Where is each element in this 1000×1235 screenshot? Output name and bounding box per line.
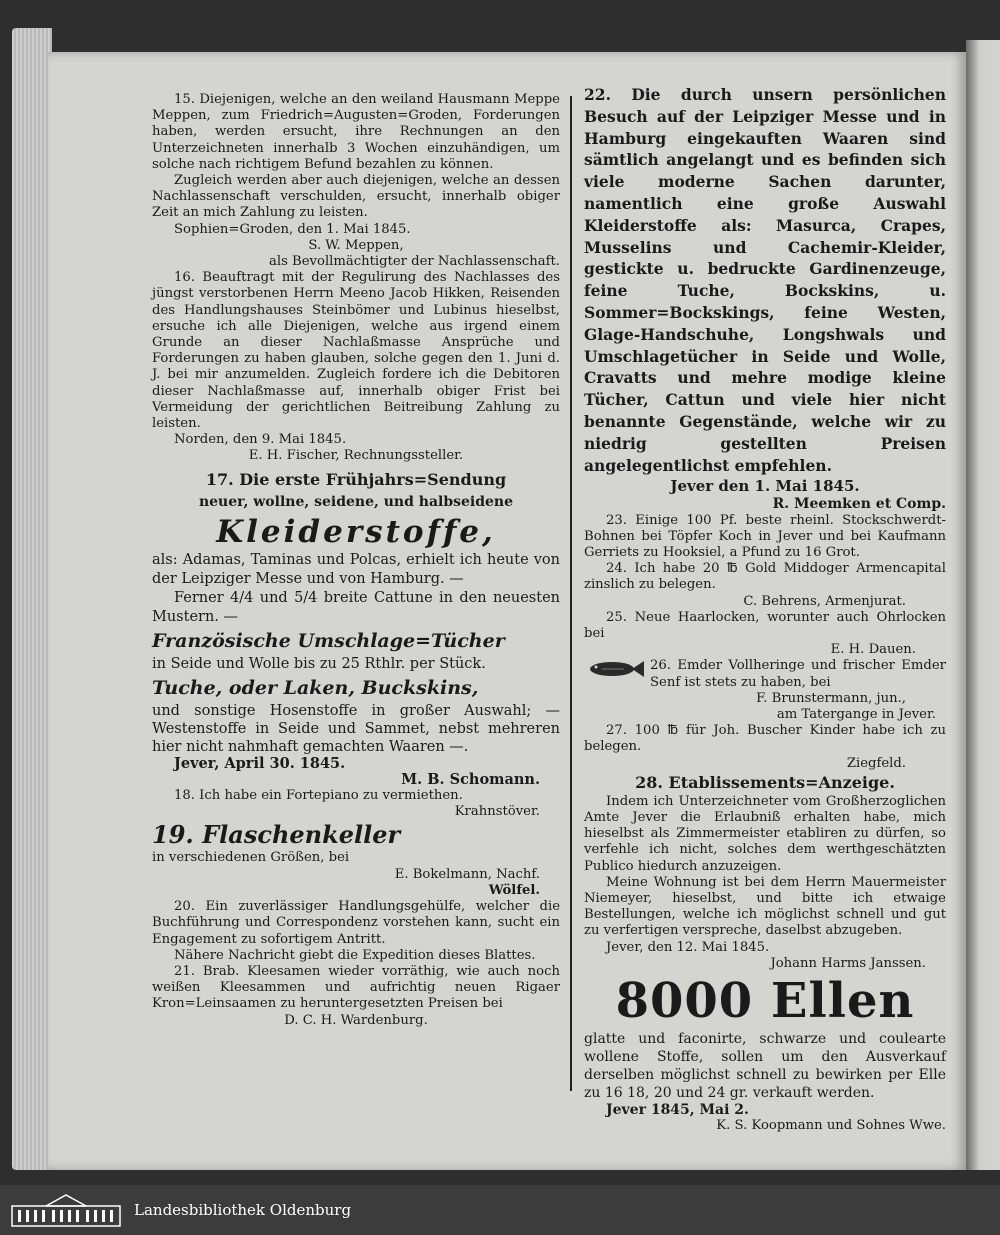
notice-16-date: Norden, den 9. Mai 1845. <box>174 432 347 448</box>
notice-28-date: Jever, den 12. Mai 1845. <box>606 939 770 955</box>
notice-19-signature-2: Wölfel. <box>488 882 540 898</box>
footer-bar <box>0 1185 1000 1235</box>
notice-24-signature: C. Behrens, Armenjurat. <box>743 593 906 609</box>
notice-15-signature-role: als Bevollmächtigter der Nachlassenschaft. <box>269 254 560 270</box>
notice-17-text-f: und sonstige Hosenstoffe in großer Auswahl; — Westenstoffe in Seide und Sammet, nebst mehreren hier nicht nahmhaft gemachten Waaren —. <box>152 702 560 755</box>
notice-24: 24. Ich habe 20 ℔ Gold Middoger Armencapital zinslich zu belegen. <box>584 561 946 593</box>
notice-23: 23. Einige 100 Pf. beste rheinl. Stockschwerdt-Bohnen bei Töpfer Koch in Jever und bei Kaufmann Gerriets zu Hooksiel, a Pfund zu 16 Grot. <box>584 512 946 560</box>
notice-27: 27. 100 ℔ für Joh. Buscher Kinder habe ich zu belegen. <box>584 723 946 755</box>
notice-26: 26. Emder Vollheringe und frischer Emder Senf ist stets zu haben, bei <box>650 658 946 690</box>
ellen-headline: 8000 Ellen <box>615 973 915 1030</box>
notice-21: 21. Brab. Kleesamen wieder vorräthig, wie auch noch weißen Kleesammen und aufrichtig neuen Rigaer Kron=Leinsaamen zu heruntergesetzten Preisen bei <box>152 963 560 1012</box>
ellen-date: Jever 1845, Mai 2. <box>606 1102 749 1119</box>
notice-28-text-a: Indem ich Unterzeichneter vom Großherzoglichen Amte Jever die Erlaubniß erhalten habe, mich hieselbst als Zimmermeister etabliren zu dürfen, so verfehle ich nicht, solches dem werthgeschätzten Publico hiedurch anzuzeigen. <box>584 793 946 874</box>
right-column <box>584 84 946 1134</box>
notice-25-signature: E. H. Dauen. <box>830 642 916 658</box>
notice-26-signature-2: am Tatergange in Jever. <box>776 706 936 722</box>
notice-20: 20. Ein zuverlässiger Handlungsgehülfe, welcher die Buchführung und Correspondenz vorstehen kann, sucht ein Engagement zu sofortigem Antritt. <box>152 899 560 947</box>
notice-17-subheading: neuer, wollne, seidene, und halbseidene <box>198 493 514 510</box>
ellen-signature: K. S. Koopmann und Sohnes Wwe. <box>716 1118 946 1134</box>
notice-17-date: Jever, April 30. 1845. <box>174 754 346 772</box>
notice-28-signature: Johann Harms Janssen. <box>770 955 926 971</box>
notice-28-heading: 28. Etablissements=Anzeige. <box>635 772 895 792</box>
notice-21-signature: D. C. H. Wardenburg. <box>284 1012 428 1028</box>
notice-26-signature: F. Brunstermann, jun., <box>756 690 906 706</box>
notice-17-shawls: Französische Umschlage=Tücher <box>152 629 505 652</box>
notice-25: 25. Neue Haarlocken, worunter auch Ohrlocken bei <box>584 609 946 641</box>
notice-18-signature: Krahnstöver. <box>454 804 540 820</box>
notice-17-cloth: Tuche, oder Laken, Buckskins, <box>152 676 479 699</box>
notice-17-signature: M. B. Schomann. <box>401 770 540 788</box>
notice-15: 15. Diejenigen, welche an den weiland Hausmann Meppe Meppen, zum Friedrich=Augusten=Groden, Forderungen haben, werden ersucht, ihre Rechnungen an den Unterzeichneten innerhalb 3 Wochen einzuhändigen, um solche nach richtigem Befund bezahlen zu können. <box>152 92 560 172</box>
notice-19-heading: 19. Flaschenkeller <box>152 820 401 850</box>
column-divider <box>570 96 572 1091</box>
book-edge <box>12 28 52 1170</box>
notice-27-signature: Ziegfeld. <box>846 755 906 771</box>
notice-20-b: Nähere Nachricht giebt die Expedition dieses Blattes. <box>174 947 536 963</box>
notice-28-text-b: Meine Wohnung ist bei dem Herrn Mauermeister Niemeyer, hieselbst, und bitte ich etwaige Bestellungen, welche ich möglichst schnell und gut zu verfertigen verspreche, daselbst abzugeben. <box>584 874 946 939</box>
notice-16-signature: E. H. Fischer, Rechnungssteller. <box>248 448 464 464</box>
notice-17-text-d: in Seide und Wolle bis zu 25 Rthlr. per Stück. <box>152 655 486 672</box>
notice-17-text-b: Ferner 4/4 und 5/4 breite Cattune in den neuesten Mustern. — <box>152 589 560 625</box>
notice-22-date: Jever den 1. Mai 1845. <box>670 477 860 496</box>
notice-17-heading: 17. Die erste Frühjahrs=Sendung <box>205 469 507 489</box>
library-name: Landesbibliothek Oldenburg <box>134 1201 352 1219</box>
notice-17-text-a: als: Adamas, Taminas und Polcas, erhielt ich heute von der Leipziger Messe und von Hamburg. — <box>152 551 560 587</box>
notice-15-date: Sophien=Groden, den 1. Mai 1845. <box>174 221 411 237</box>
notice-16: 16. Beauftragt mit der Regulirung des Nachlasses des jüngst verstorbenen Herrn Meeno Jacob Hikken, Reisenden des Handlungshauses Steinbömer und Lubinus hieselbst, ersuche ich alle Diejenigen, welche aus irgend einem Grunde an dieser Nachlaßmasse Ansprüche und Forderungen zu haben glauben, solche gegen den 1. Juni d. J. bei mir anzumelden. Zugleich fordere ich die Debitoren dieser Nachlaßmasse auf, innerhalb obiger Frist bei Vermeidung der gerichtlichen Beitreibung Zahlung zu leisten. <box>152 270 560 432</box>
facing-page-edge <box>966 40 1000 1170</box>
notice-18: 18. Ich habe ein Fortepiano zu vermiethen. <box>174 788 463 804</box>
notice-17-title: Kleiderstoffe, <box>216 513 496 550</box>
notice-19-signature: E. Bokelmann, Nachf. <box>394 866 540 882</box>
notice-22-signature: R. Meemken et Comp. <box>772 496 946 513</box>
notice-19-text: in verschiedenen Größen, bei <box>152 850 350 866</box>
left-column <box>152 92 560 1029</box>
notice-15-signature: S. W. Meppen, <box>308 237 404 253</box>
notice-22: 22. Die durch unsern persönlichen Besuch auf der Leipziger Messe und in Hamburg eingekauften Waaren sind sämtlich angelangt und es befinden sich viele moderne Sachen darunter, namentlich eine große Auswahl Kleiderstoffe als: Masurca, Crapes, Musselins und Cachemir-Kleider, gestickte u. bedruckte Gardinenzeuge, feine Tuche, Bockskins, u. Sommer=Bockskings, feine Westen, Glage-Handschuhe, Longshwals und Umschlagetücher in Seide und Wolle, Cravatts und mehre modige kleine Tücher, Cattun und viele hier nicht benannte Gegenstände, welche wir zu niedrig gestellten Preisen angelegentlichst empfehlen. <box>584 85 946 475</box>
ellen-text: glatte und faconirte, schwarze und coulearte wollene Stoffe, sollen um den Ausverkauf derselben möglichst schnell zu bewirken per Elle zu 16 18, 20 und 24 gr. verkauft werden. <box>584 1031 946 1102</box>
notice-15-b: Zugleich werden aber auch diejenigen, welche an dessen Nachlassenschaft verschulden, ersucht, innerhalb obiger Zeit an mich Zahlung zu leisten. <box>152 173 560 221</box>
library-building-logo <box>10 1192 122 1228</box>
fish-icon <box>584 658 646 680</box>
